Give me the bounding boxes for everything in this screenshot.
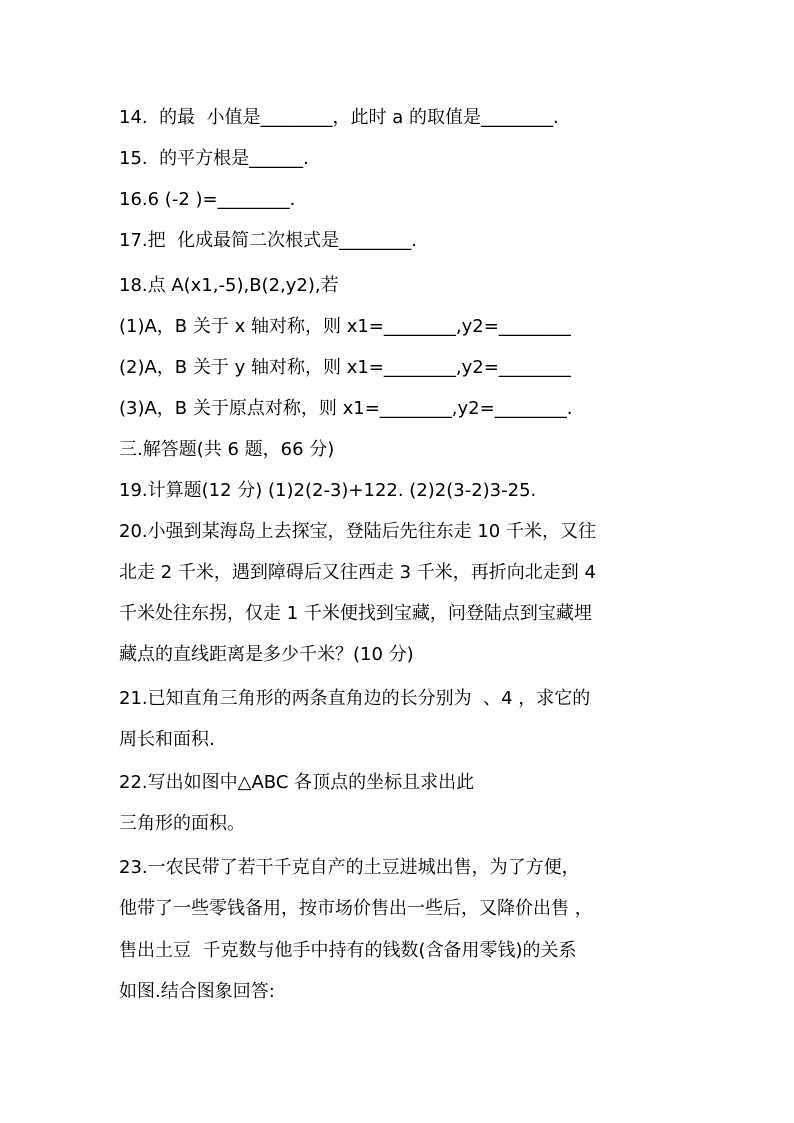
q20-line3: 千米处往东拐，仅走 1 千米便找到宝藏，问登陆点到宝藏埋 — [119, 603, 592, 624]
q23-line3: 售出土豆 千克数与他手中持有的钱数(含备用零钱)的关系 — [119, 940, 577, 961]
q15-text: 15. 的平方根是______. — [119, 148, 309, 169]
q21-line1: 21.已知直角三角形的两条直角边的长分别为 、4 ，求它的 — [119, 688, 591, 709]
q20-line4: 藏点的直线距离是多少千米？(10 分) — [119, 644, 414, 665]
q23-line2: 他带了一些零钱备用，按市场价售出一些后，又降价出售 ， — [119, 898, 593, 919]
q22-line2: 三角形的面积。 — [119, 813, 245, 834]
q23-line1: 23.一农民带了若干千克自产的土豆进城出售，为了方便， — [119, 857, 580, 878]
q18-part3-text: (3)A，B 关于原点对称，则 x1=________,y2=________. — [119, 398, 573, 419]
q20-line2: 北走 2 千米，遇到障碍后又往西走 3 千米，再折向北走到 4 — [119, 562, 596, 583]
q17-text: 17.把 化成最简二次根式是________. — [119, 230, 417, 251]
q20-line1: 20.小强到某海岛上去探宝，登陆后先往东走 10 千米，又往 — [119, 521, 596, 542]
q14-text: 14. 的最 小值是________，此时 a 的取值是________. — [119, 107, 559, 128]
q18-part1-text: (1)A，B 关于 x 轴对称，则 x1=________,y2=________ — [119, 316, 571, 337]
section-three-heading: 三.解答题(共 6 题，66 分) — [119, 439, 335, 460]
q22-line1: 22.写出如图中△ABC 各顶点的坐标且求出此 — [119, 772, 475, 793]
q19-text: 19.计算题(12 分) (1)2(2-3)+122. (2)2(3-2)3-25. — [119, 480, 537, 501]
q18-text: 18.点 A(x1,-5),B(2,y2),若 — [119, 275, 339, 296]
q21-line2: 周长和面积. — [119, 729, 215, 750]
q18-part2-text: (2)A，B 关于 y 轴对称，则 x1=________,y2=________ — [119, 357, 571, 378]
q16-text: 16.6 (-2 )=________. — [119, 189, 296, 210]
q23-line4: 如图.结合图象回答: — [119, 981, 275, 1002]
